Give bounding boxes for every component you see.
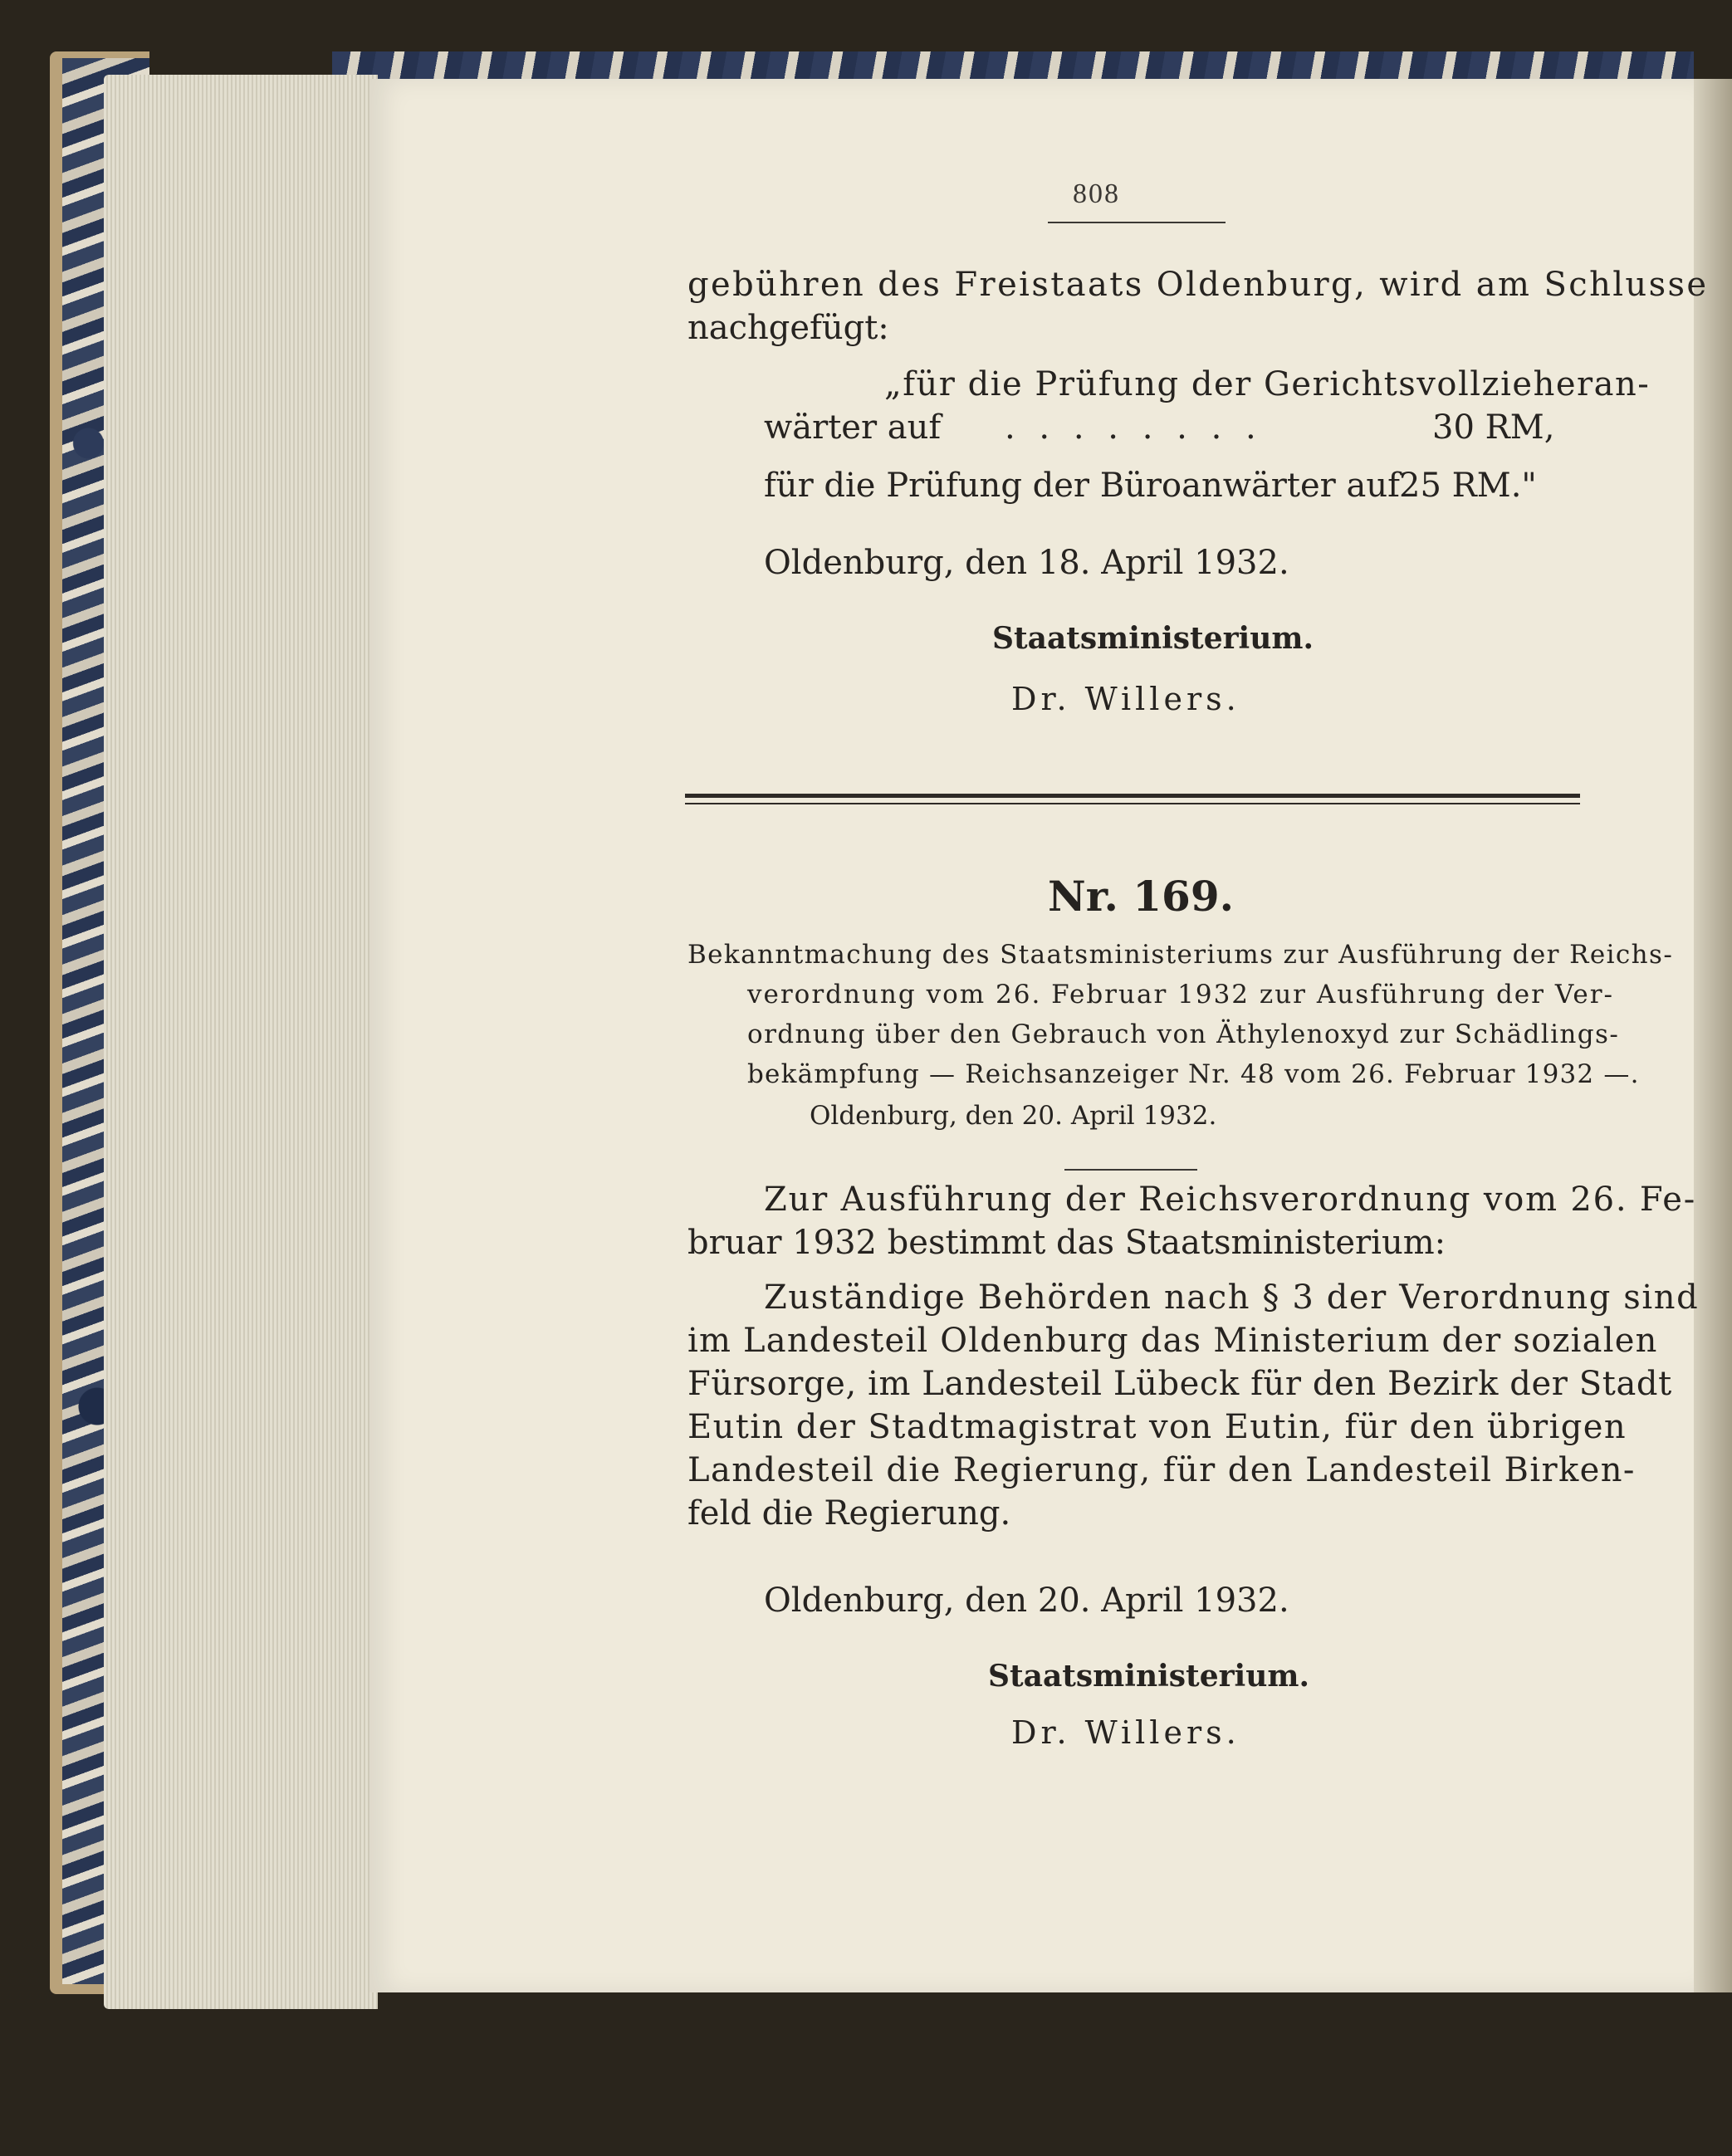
section-2-signature: Dr. Willers. [1011, 1714, 1240, 1751]
para-1-line-2: bruar 1932 bestimmt das Staatsministerium: [687, 1224, 1446, 1262]
section-2-number: Nr. 169. [1048, 872, 1235, 921]
header-rule [1048, 222, 1226, 223]
summary-line-1: Bekanntmachung des Staatsministeriums zur Ausführung der Reichs- [687, 940, 1674, 970]
summary-line-4: bekämpfung — Reichsanzeiger Nr. 48 vom 26. Februar 1932 —. [747, 1059, 1640, 1089]
page-right-edge [1694, 79, 1732, 1992]
summary-line-3: ordnung über den Gebrauch von Äthylenoxyd zur Schädlings- [747, 1019, 1620, 1049]
quote-line-2-amount: 30 RM, [1432, 408, 1555, 447]
summary-date: Oldenburg, den 20. April 1932. [810, 1101, 1217, 1131]
summary-rule [1064, 1169, 1197, 1171]
page-stack-edges [104, 75, 378, 2009]
section-1-date: Oldenburg, den 18. April 1932. [764, 544, 1289, 582]
para-2-line-4: Eutin der Stadtmagistrat von Eutin, für den übrigen [687, 1408, 1627, 1446]
section-1-signature: Dr. Willers. [1011, 681, 1240, 717]
para-2-line-5: Landesteil die Regierung, für den Landesteil Birken- [687, 1451, 1636, 1489]
para-2-line-2: im Landesteil Oldenburg das Ministerium der sozialen [687, 1322, 1658, 1360]
quote-line-3-amount: 25 RM." [1399, 467, 1537, 505]
continuation-line-2: nachgefügt: [687, 309, 889, 347]
summary-line-2: verordnung vom 26. Februar 1932 zur Ausführung der Ver- [747, 980, 1614, 1010]
para-2-line-1: Zuständige Behörden nach § 3 der Verordnung sind [764, 1278, 1700, 1317]
para-2-line-6: feld die Regierung. [687, 1494, 1011, 1533]
section-2-authority: Staatsministerium. [988, 1659, 1310, 1694]
quote-line-2-dots: . . . . . . . . [1005, 408, 1263, 447]
section-divider-thick [685, 794, 1580, 798]
quote-line-1: „für die Prüfung der Gerichtsvollzieheran- [884, 365, 1651, 403]
continuation-line-1: gebühren des Freistaats Oldenburg, wird am Schlusse [687, 266, 1709, 304]
page-number: 808 [1073, 178, 1120, 209]
section-2-date: Oldenburg, den 20. April 1932. [764, 1582, 1289, 1620]
para-1-line-1: Zur Ausführung der Reichsverordnung vom 26. Fe- [764, 1181, 1697, 1219]
section-divider-thin [685, 803, 1580, 804]
quote-line-2-text: wärter auf [764, 408, 942, 447]
section-1-authority: Staatsministerium. [992, 621, 1314, 656]
quote-line-3-text: für die Prüfung der Büroanwärter auf [764, 467, 1400, 505]
para-2-line-3: Fürsorge, im Landesteil Lübeck für den Bezirk der Stadt [687, 1365, 1672, 1403]
